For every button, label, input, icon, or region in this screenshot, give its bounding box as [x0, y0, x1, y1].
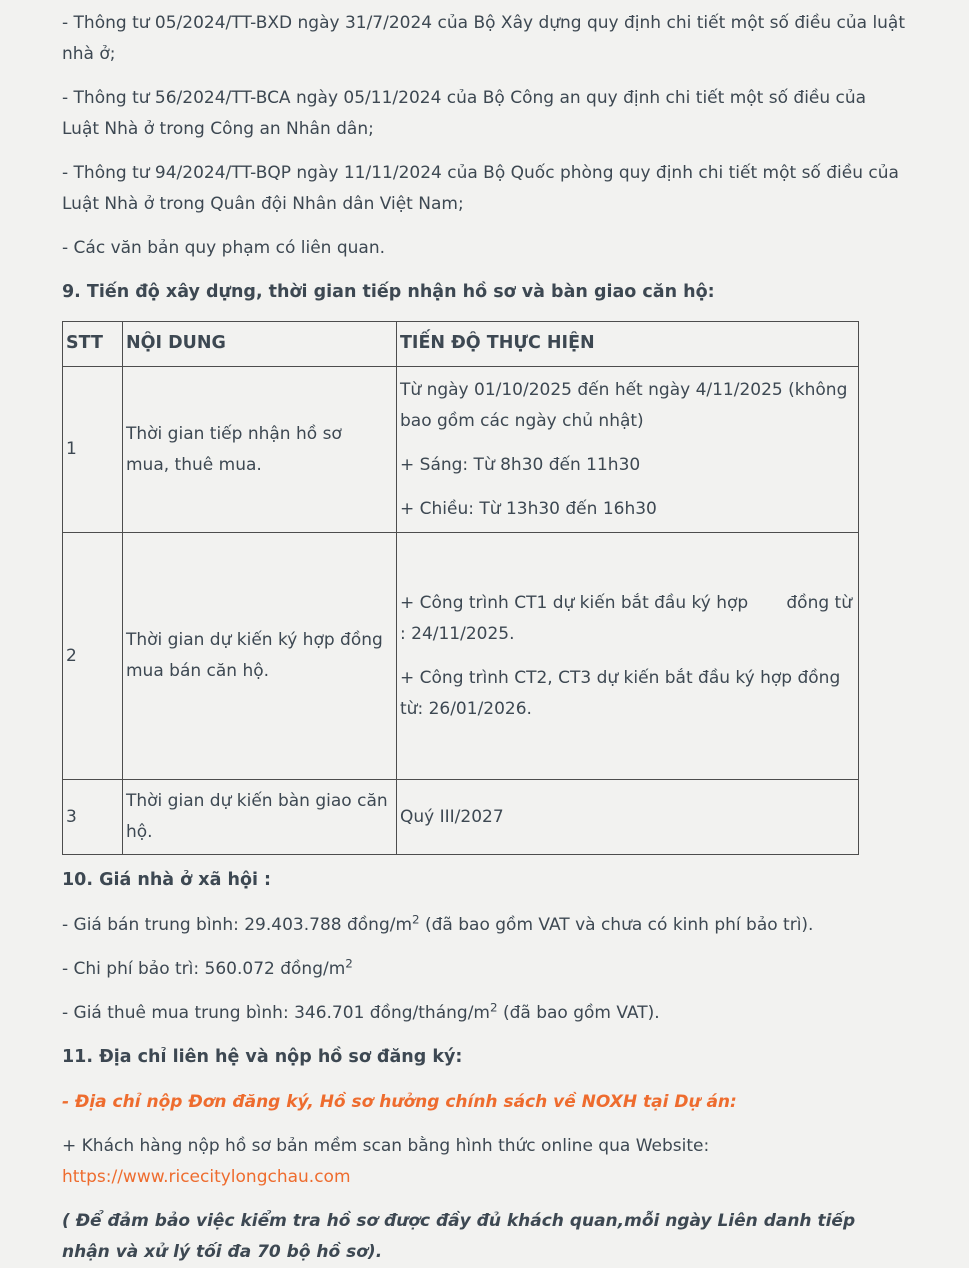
rent-price-text: - Giá thuê mua trung bình: 346.701 đồng/tháng/m [62, 1003, 490, 1024]
paragraph-circular-bqp: - Thông tư 94/2024/TT-BQP ngày 11/11/2024 của Bộ Quốc phòng quy định chi tiết một số điều của Luật Nhà ở trong Quân đội Nhân dân Việt Nam; [62, 162, 899, 214]
row2-ct1-text-end: đồng từ [786, 593, 852, 614]
table-row [63, 533, 859, 780]
section11-heading: 11. Địa chỉ liên hệ và nộp hồ sơ đăng ký: [62, 1047, 463, 1068]
row3-stt: 3 [63, 780, 123, 855]
header-noi-dung: NỘI DUNG [123, 322, 397, 367]
row1-tien-do [397, 367, 859, 533]
table-header-row [63, 322, 859, 367]
row1-noi-dung: Thời gian tiếp nhận hồ sơ mua, thuê mua. [123, 367, 397, 533]
rent-price-note: (đã bao gồm VAT). [497, 1003, 660, 1024]
table-row [63, 367, 859, 533]
maintenance-fee-sup: 2 [345, 956, 353, 971]
paragraph-related-documents: - Các văn bản quy phạm có liên quan. [62, 237, 385, 258]
row1-tien-do-p3: + Chiều: Từ 13h30 đến 16h30 [400, 498, 657, 519]
rent-price-line [62, 998, 907, 1029]
row2-ct1-text: + Công trình CT1 dự kiến bắt đầu ký hợp [400, 593, 749, 614]
row1-tien-do-p1: Từ ngày 01/10/2025 đến hết ngày 4/11/2025 (không bao gồm các ngày chủ nhật) [400, 380, 848, 431]
row3-noi-dung: Thời gian dự kiến bàn giao căn hộ. [123, 780, 397, 855]
online-submission-text: + Khách hàng nộp hồ sơ bản mềm scan bằng hình thức online qua Website: [62, 1135, 710, 1156]
row3-tien-do: Quý III/2027 [397, 780, 859, 855]
row2-stt: 2 [63, 533, 123, 780]
header-tien-do: TIẾN ĐỘ THỰC HIỆN [397, 322, 859, 367]
website-link[interactable]: https://www.ricecitylongchau.com [62, 1166, 351, 1187]
price-sale-note: (đã bao gồm VAT và chưa có kinh phí bảo trì). [419, 915, 814, 936]
row2-noi-dung: Thời gian dự kiến ký hợp đồng mua bán căn hộ. [123, 533, 397, 780]
table-row [63, 780, 859, 855]
row2-tien-do-p1-line2: : 24/11/2025. [400, 623, 515, 644]
online-submission-line [62, 1131, 907, 1193]
row2-tien-do-p2: + Công trình CT2, CT3 dự kiến bắt đầu ký hợp đồng từ: 26/01/2026. [400, 667, 841, 719]
paragraph-circular-bxd: - Thông tư 05/2024/TT-BXD ngày 31/7/2024 của Bộ Xây dựng quy định chi tiết một số điều của luật nhà ở; [62, 13, 906, 64]
section10-heading: 10. Giá nhà ở xã hội : [62, 870, 272, 891]
maintenance-fee-line [62, 954, 907, 985]
header-stt: STT [63, 322, 123, 367]
rent-price-sup: 2 [489, 1000, 498, 1015]
price-sale-line [62, 910, 907, 941]
row1-stt: 1 [63, 367, 123, 533]
price-sale-sup: 2 [412, 912, 420, 927]
paragraph-circular-bca: - Thông tư 56/2024/TT-BCA ngày 05/11/2024 của Bộ Công an quy định chi tiết một số điều của Luật Nhà ở trong Công an Nhân dân; [62, 87, 867, 139]
row2-tien-do [397, 533, 859, 780]
row1-tien-do-p2: + Sáng: Từ 8h30 đến 11h30 [400, 454, 641, 475]
section9-heading: 9. Tiến độ xây dựng, thời gian tiếp nhận hồ sơ và bàn giao căn hộ: [62, 281, 715, 302]
noxh-address-line: - Địa chỉ nộp Đơn đăng ký, Hồ sơ hưởng chính sách về NOXH tại Dự án: [62, 1091, 737, 1112]
row2-tien-do-p1-line1 [400, 588, 852, 619]
maintenance-fee-text: - Chi phí bảo trì: 560.072 đồng/m [62, 959, 346, 980]
submission-note: ( Để đảm bảo việc kiểm tra hồ sơ được đầy đủ khách quan,mỗi ngày Liên danh tiếp nhận và xử lý tối đa 70 bộ hồ sơ). [62, 1210, 856, 1262]
price-sale-text: - Giá bán trung bình: 29.403.788 đồng/m [62, 915, 413, 936]
schedule-table [62, 321, 859, 855]
row2-tien-do-p1 [400, 588, 852, 650]
